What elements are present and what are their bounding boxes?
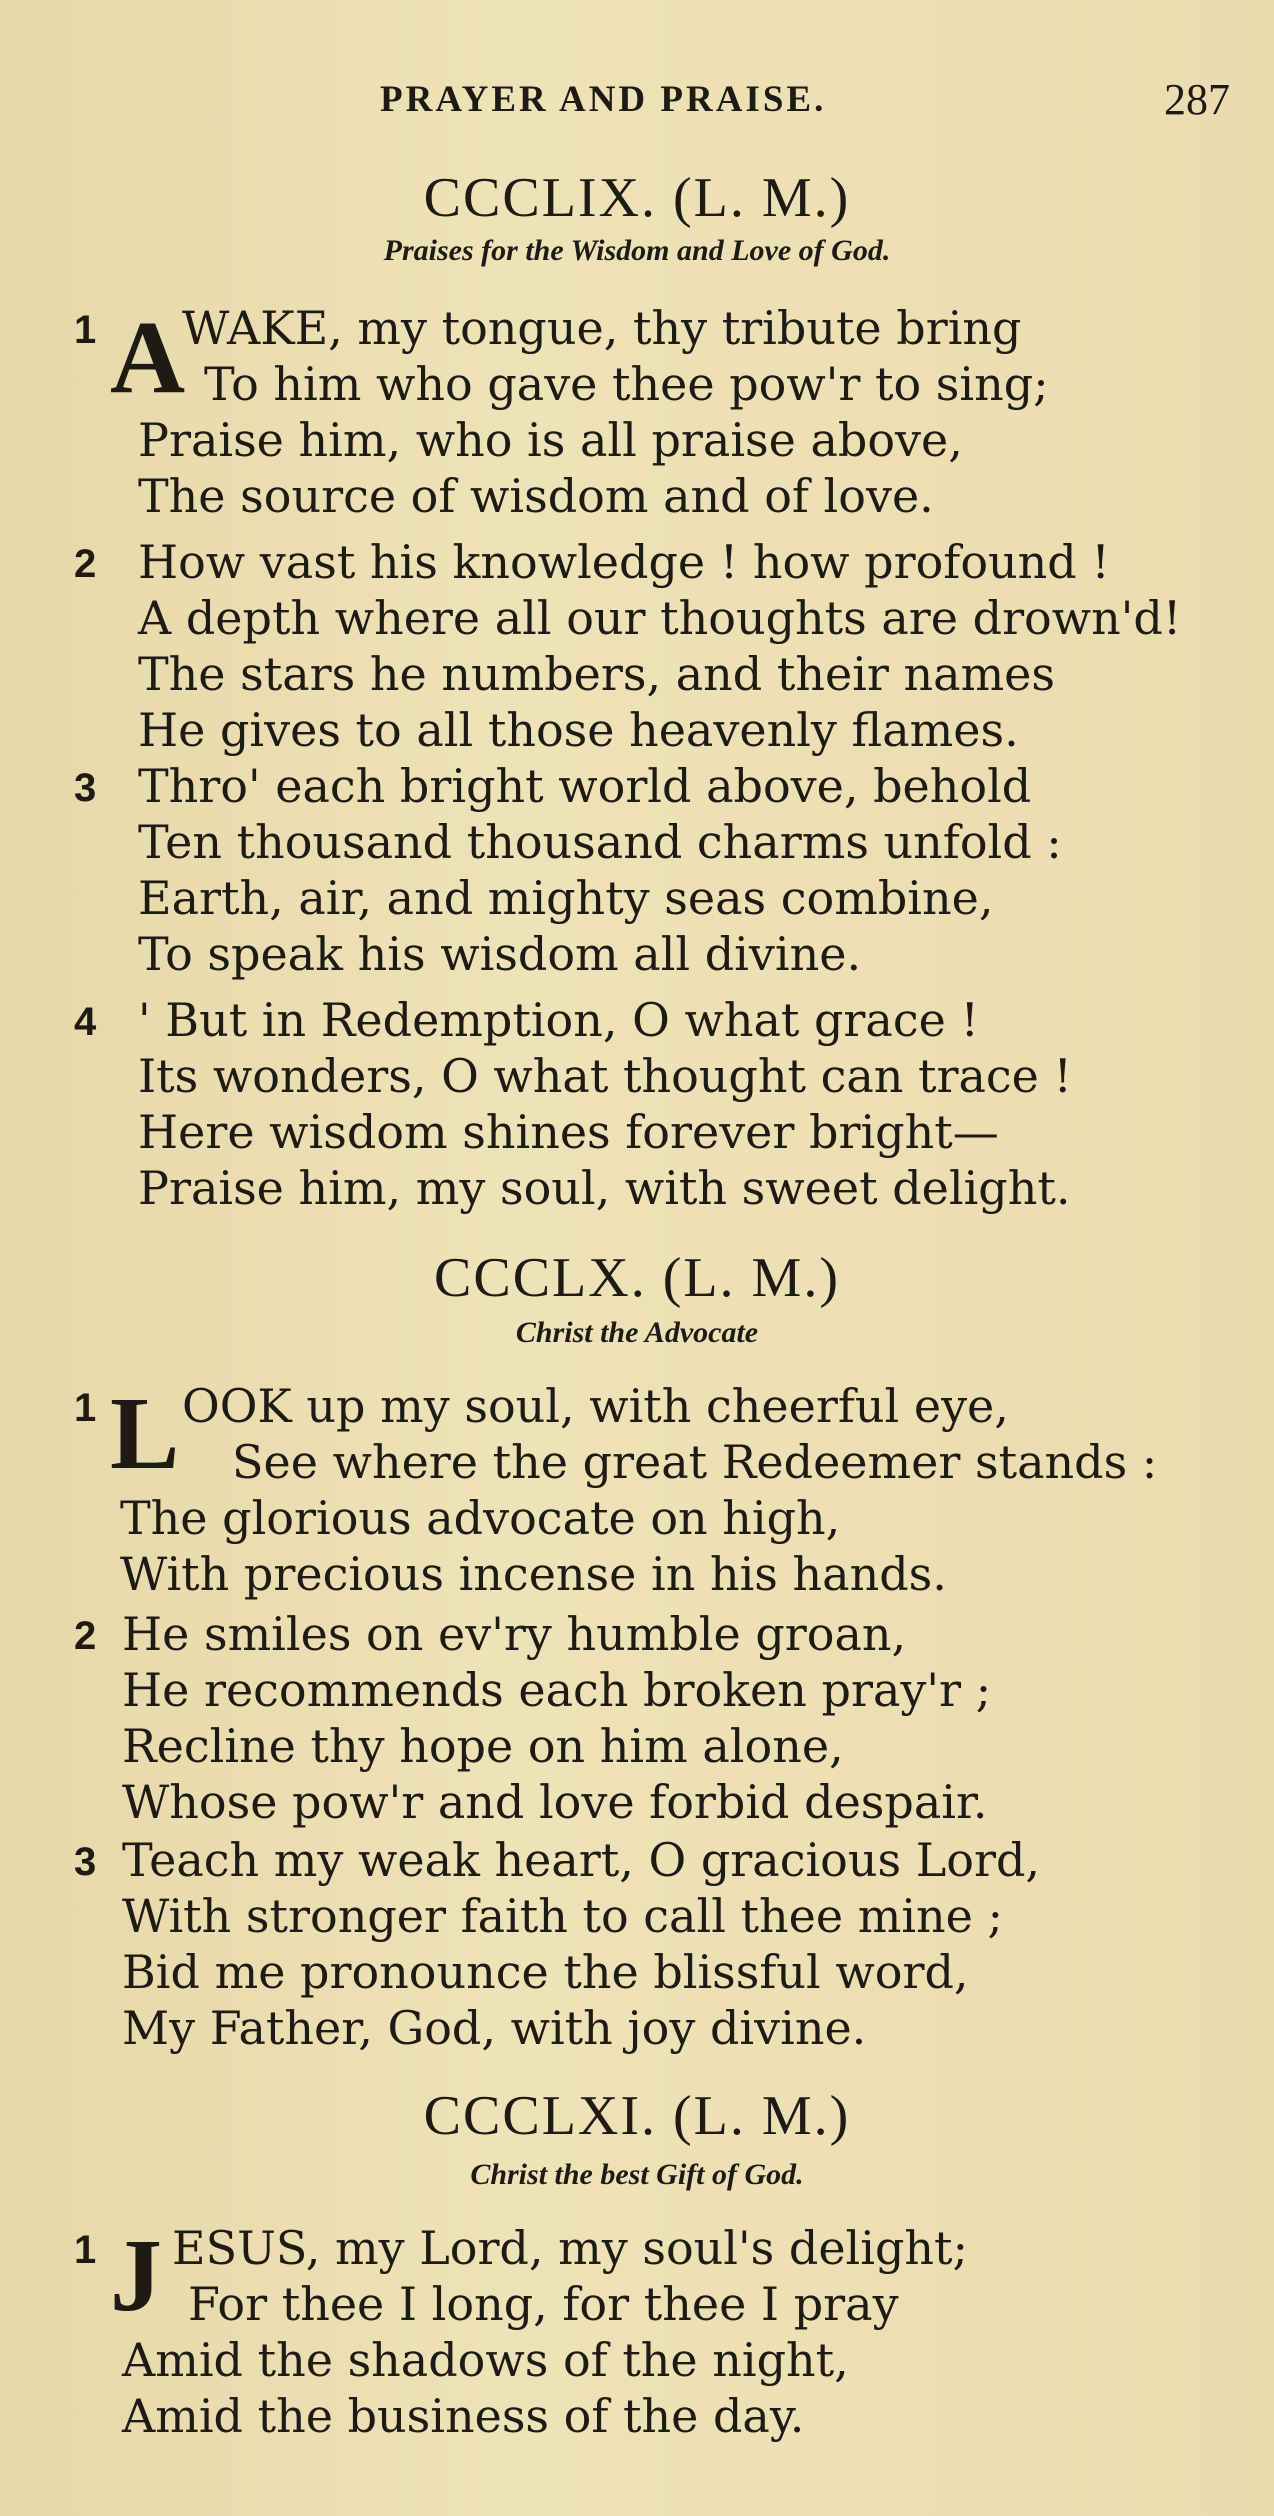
page-number: 287: [1164, 75, 1230, 124]
verse-line: He gives to all those heavenly flames.: [138, 703, 1019, 757]
running-title: PRAYER AND PRAISE.: [380, 79, 827, 120]
verse-line: The source of wisdom and of love.: [138, 469, 934, 523]
verse-line: Its wonders, O what thought can trace !: [138, 1049, 1072, 1103]
hymn-subtitle: Christ the best Gift of God.: [470, 2158, 804, 2191]
verse-line: Praise him, my soul, with sweet delight.: [138, 1161, 1071, 1215]
verse-line: Ten thousand thousand charms unfold :: [138, 815, 1062, 869]
verse-line: Here wisdom shines forever bright—: [138, 1105, 999, 1159]
verse-line: See where the great Redeemer stands :: [232, 1435, 1158, 1489]
hymn-number: CCCLIX. (L. M.): [423, 167, 851, 229]
verse-line: A depth where all our thoughts are drown'd!: [138, 591, 1182, 645]
verse-line: Recline thy hope on him alone,: [122, 1719, 844, 1773]
running-head: [380, 75, 1230, 138]
verse-line: Bid me pronounce the blissful word,: [122, 1945, 969, 1999]
drop-capital: J: [110, 2218, 162, 2333]
verse-line: Earth, air, and mighty seas combine,: [138, 871, 994, 925]
verse-line: ESUS, my Lord, my soul's delight;: [172, 2221, 969, 2275]
verse-line: Thro' each bright world above, behold: [138, 759, 1032, 813]
verse-line: WAKE, my tongue, thy tribute bring: [182, 301, 1022, 355]
stanza-number: 1: [74, 1386, 97, 1430]
verse-line: Praise him, who is all praise above,: [138, 413, 963, 467]
stanza-number: 4: [74, 1000, 97, 1044]
verse-line: To him who gave thee pow'r to sing;: [204, 357, 1049, 411]
verse-line: How vast his knowledge ! how profound !: [138, 535, 1110, 589]
verse-line: To speak his wisdom all divine.: [138, 927, 862, 981]
stanza-number: 3: [74, 1840, 97, 1884]
hymn-subtitle: Christ the Advocate: [515, 1316, 759, 1349]
verse-line: The glorious advocate on high,: [120, 1491, 841, 1545]
stanza-number: 1: [74, 2228, 97, 2272]
verse-line: OOK up my soul, with cheerful eye,: [182, 1379, 1009, 1433]
verse-line: Amid the business of the day.: [122, 2389, 805, 2443]
drop-capital: L: [110, 1376, 180, 1491]
stanza-number: 3: [74, 766, 97, 810]
verse-line: My Father, God, with joy divine.: [122, 2001, 867, 2055]
hymn-subtitle: Praises for the Wisdom and Love of God.: [383, 234, 891, 267]
verse-line: With stronger faith to call thee mine ;: [122, 1889, 1004, 1943]
verse-line: Whose pow'r and love forbid despair.: [122, 1775, 988, 1829]
verse-line: With precious incense in his hands.: [120, 1547, 947, 1601]
hymn-number: CCCLX. (L. M.): [434, 1247, 840, 1309]
verse-line: For thee I long, for thee I pray: [188, 2277, 899, 2331]
stanza-number: 2: [74, 1614, 97, 1658]
verse-line: He recommends each broken pray'r ;: [122, 1663, 992, 1717]
stanza-number: 2: [74, 542, 97, 586]
verse-line: Teach my weak heart, O gracious Lord,: [122, 1833, 1041, 1887]
verse-line: The stars he numbers, and their names: [138, 647, 1056, 701]
stanza-number: 1: [74, 308, 97, 352]
verse-line: He smiles on ev'ry humble groan,: [122, 1607, 907, 1661]
hymn-number: CCCLXI. (L. M.): [423, 2085, 851, 2147]
verse-line: ' But in Redemption, O what grace !: [138, 993, 979, 1047]
drop-capital: A: [110, 300, 186, 415]
verse-line: Amid the shadows of the night,: [122, 2333, 849, 2387]
